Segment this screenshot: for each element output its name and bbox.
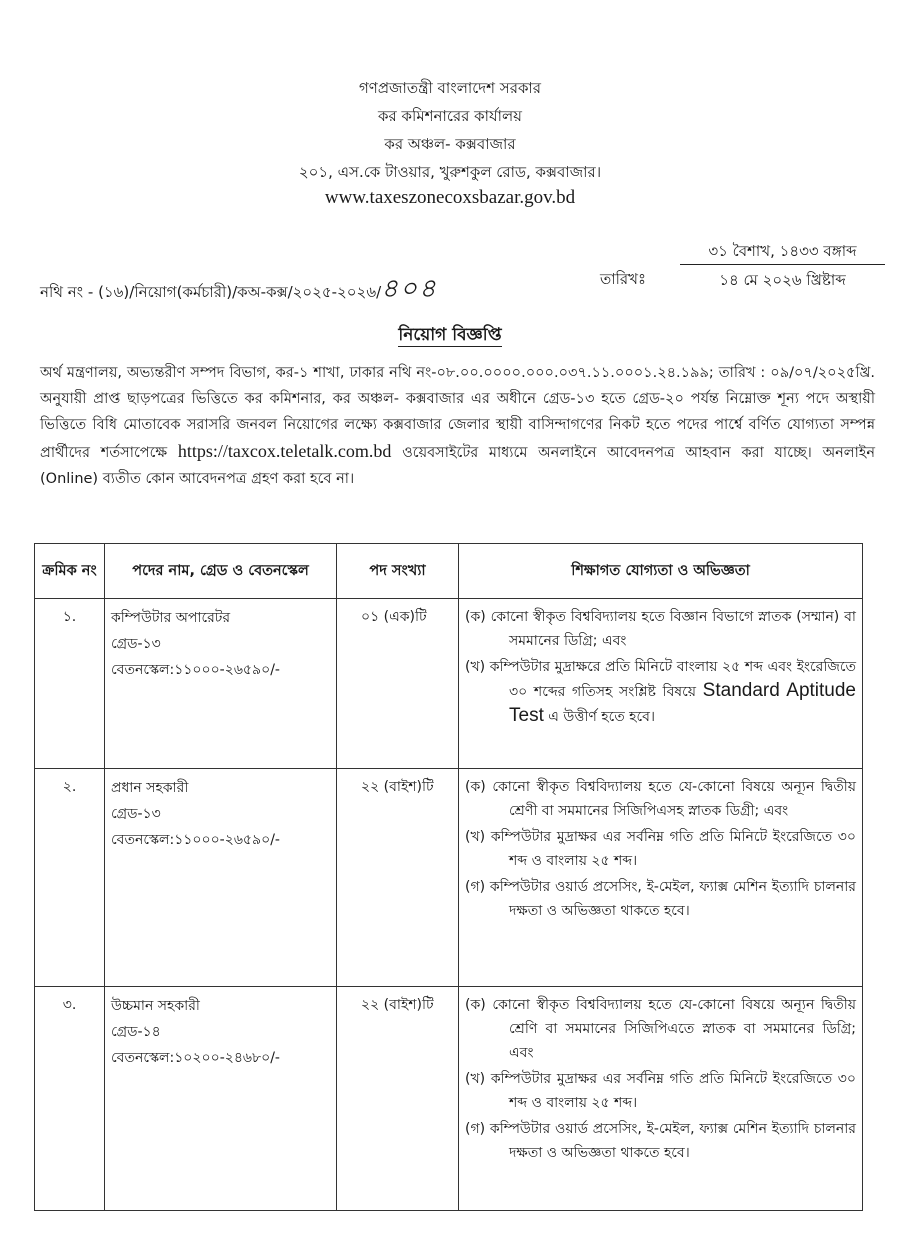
application-url[interactable]: https://taxcox.teletalk.com.bd [177,441,392,461]
posts-table [34,543,863,1211]
notice-title [0,322,900,350]
row-post [105,987,337,1211]
table-header-row [35,544,863,599]
post-grade: গ্রেড-১৪ [111,1024,161,1040]
date-block [680,240,885,291]
post-grade: গ্রেড-১৩ [111,806,161,822]
qualification-text-end: এ উত্তীর্ণ হতে হবে। [543,709,655,725]
header-zone: কর অঞ্চল- কক্সবাজার [384,135,516,153]
header-government: গণপ্রজাতন্ত্রী বাংলাদেশ সরকার [358,79,542,97]
header-address: ২০১, এস.কে টাওয়ার, খুরুশকুল রোড, কক্সবাজার। [298,163,602,181]
row-serial: ২. [35,769,105,987]
post-scale: বেতনস্কেল:১০২০০-২৪৬৮০/- [111,1050,280,1066]
row-qualification [459,599,863,769]
date-gregorian: ১৪ মে ২০২৬ খ্রিষ্টাব্দ [719,271,846,289]
row-qualification [459,987,863,1211]
row-serial: ১. [35,599,105,769]
memo-number-text: নথি নং - (১৬)/নিয়োগ(কর্মচারী)/কঅ-কক্স/২০২৫-২০২৬/ [40,283,382,301]
row-count: ২২ (বাইশ)টি [337,769,459,987]
intro-text-2: ওয়েবসাইটের মাধ্যমে অনলাইনে আবেদনপত্র আহবান করা যাচ্ছে। অনলাইন (Online) ব্যতীত কোন আবেদনপত্র গ্রহণ করা হবে না। [40,445,875,487]
date-label: তারিখঃ [600,270,646,288]
qualification-item: (খ) কম্পিউটার মুদ্রাক্ষর এর সর্বনিম্ন গতি প্রতি মিনিটে ইংরেজিতে ৩০ শব্দ ও বাংলায় ২৫ শব্দ। [465,1071,856,1111]
qualification-item: (ক) কোনো স্বীকৃত বিশ্ববিদ্যালয় হতে বিজ্ঞান বিভাগে স্নাতক (সম্মান) বা সমমানের ডিগ্রি; এবং [465,609,856,649]
post-scale: বেতনস্কেল:১১০০০-২৬৫৯০/- [111,832,280,848]
qualification-item: (ক) কোনো স্বীকৃত বিশ্ববিদ্যালয় হতে যে-কোনো বিষয়ে অন্যূন দ্বিতীয় শ্রেণী বা সমমানের সিজিপিএসহ স্নাতক ডিগ্রী; এবং [465,779,856,819]
post-name: উচ্চমান সহকারী [111,998,200,1014]
post-name: কম্পিউটার অপারেটর [111,610,231,626]
qualification-item: (গ) কম্পিউটার ওয়ার্ড প্রসেসিং, ই-মেইল, ফ্যাক্স মেশিন ইত্যাদি চালনার দক্ষতা ও অভিজ্ঞতা থাকতে হবে। [465,879,856,919]
post-name: প্রধান সহকারী [111,780,189,796]
aptitude-test-text: Standard Aptitude Test [509,680,856,726]
table-row [35,987,863,1211]
header-website: www.taxeszonecoxsbazar.gov.bd [324,187,576,208]
post-scale: বেতনস্কেল:১১০০০-২৬৫৯০/- [111,662,280,678]
header-office: কর কমিশনারের কার্যালয় [378,107,522,125]
notice-intro [40,360,875,492]
notice-title-text: নিয়োগ বিজ্ঞপ্তি [398,325,502,345]
intro-text-1: অর্থ মন্ত্রণালয়, অভ্যন্তরীণ সম্পদ বিভাগ, কর-১ শাখা, ঢাকার নথি নং-০৮.০০.০০০০.০০০.০৩৭.১১.০০০১.২৪.১৯৯; তারিখ : ০৯/০৭/২০২৫খ্রি. অনুযায়ী প্রাপ্ত ছাড়পত্রের ভিত্তিতে কর কমিশনার, কর অঞ্চল- কক্সবাজার এর অধীনে গ্রেড-১৩ হতে গ্রেড-২০ পর্যন্ত নিম্নোক্ত শূন্য পদে অস্থায়ী ভিত্তিতে বিধি মোতাবেক সরাসরি জনবল নিয়োগের লক্ষ্যে কক্সবাজার জেলার স্থায়ী বাসিন্দাগণের নিকট হতে পদের পার্শ্বে বর্ণিত যোগ্যতা সম্পন্ন প্রার্থীদের শর্তসাপেক্ষে [40,365,875,461]
qualification-item: (ক) কোনো স্বীকৃত বিশ্ববিদ্যালয় হতে যে-কোনো বিষয়ে অন্যূন দ্বিতীয় শ্রেণি বা সমমানের সিজিপিএতে স্নাতক বা সমমানের ডিগ্রি; এবং [465,997,856,1061]
row-post [105,599,337,769]
header-qualification: শিক্ষাগত যোগ্যতা ও অভিজ্ঞতা [459,544,863,599]
qualification-text: (খ) কম্পিউটার মুদ্রাক্ষরে প্রতি মিনিটে বাংলায় ২৫ শব্দ এবং ইংরেজিতে ৩০ শব্দের গতিসহ সংশ্লিষ্ট বিষয়ে [465,659,856,700]
row-post [105,769,337,987]
date-bangla: ৩১ বৈশাখ, ১৪৩৩ বঙ্গাব্দ [680,240,885,265]
header-count: পদ সংখ্যা [337,544,459,599]
table-row [35,599,863,769]
table-row [35,769,863,987]
qualification-item [465,655,856,729]
qualification-item: (গ) কম্পিউটার ওয়ার্ড প্রসেসিং, ই-মেইল, ফ্যাক্স মেশিন ইত্যাদি চালনার দক্ষতা ও অভিজ্ঞতা থাকতে হবে। [465,1121,856,1161]
post-grade: গ্রেড-১৩ [111,636,161,652]
header-post: পদের নাম, গ্রেড ও বেতনস্কেল [105,544,337,599]
qualification-item: (খ) কম্পিউটার মুদ্রাক্ষর এর সর্বনিম্ন গতি প্রতি মিনিটে ইংরেজিতে ৩০ শব্দ ও বাংলায় ২৫ শব্দ। [465,829,856,869]
memo-handwritten-number: ৪০৪ [381,274,438,304]
header-serial: ক্রমিক নং [35,544,105,599]
row-qualification [459,769,863,987]
memo-number [40,268,438,312]
row-count: ২২ (বাইশ)টি [337,987,459,1211]
row-serial: ৩. [35,987,105,1211]
row-count: ০১ (এক)টি [337,599,459,769]
